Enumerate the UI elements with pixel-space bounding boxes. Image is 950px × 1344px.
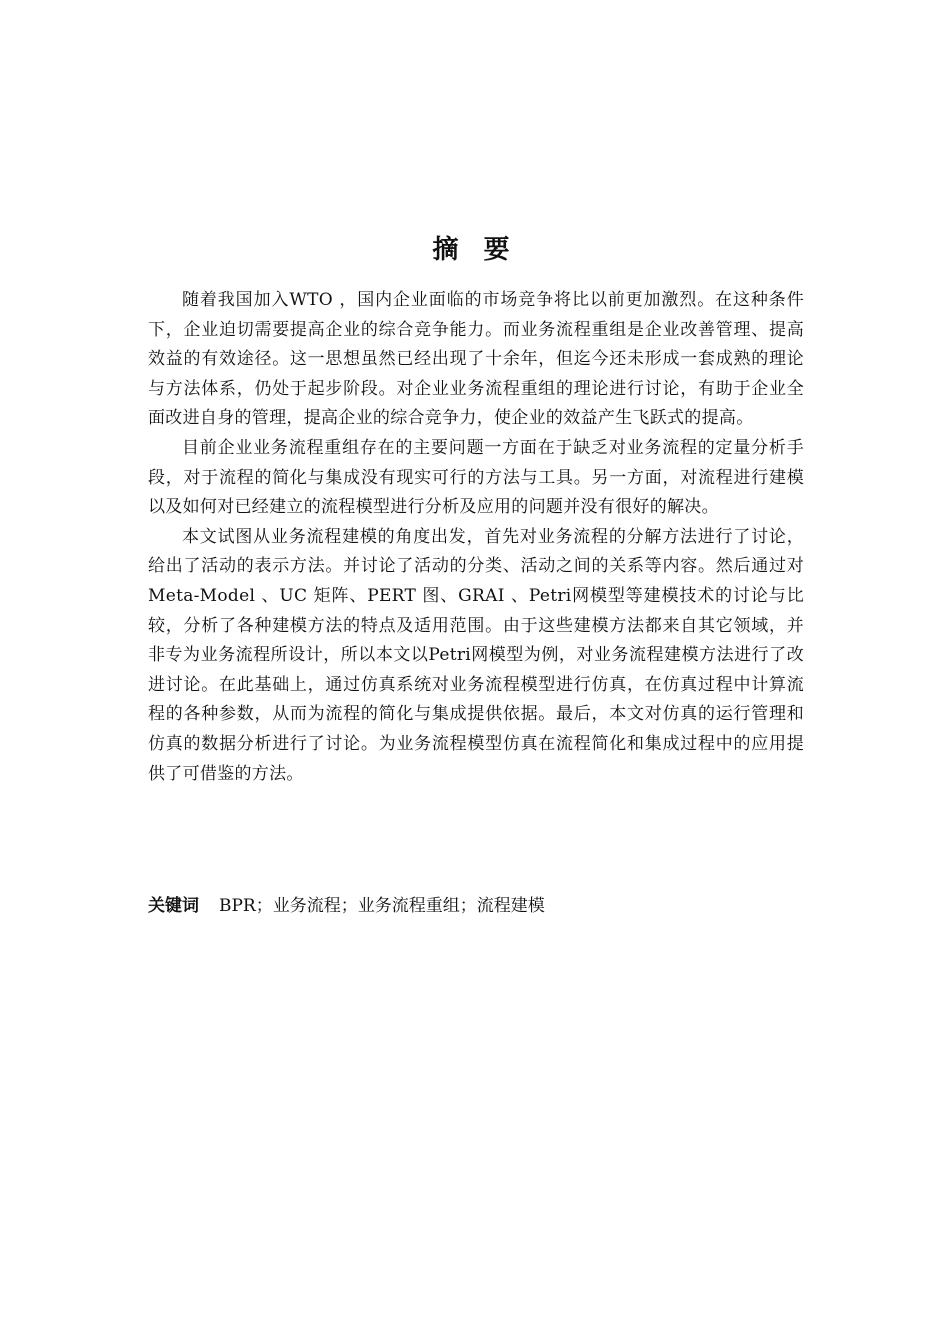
abstract-body: [148, 286, 804, 789]
abstract-paragraph-3: 本文试图从业务流程建模的角度出发，首先对业务流程的分解方法进行了讨论，给出了活动的表示方法。并讨论了活动的分类、活动之间的关系等内容。然后通过对Meta-Model 、UC 矩阵、PERT 图、GRAI 、Petri网模型等建模技术的讨论与比较，分析了各种建模方法的特点及适用范围。由于这些建模方法都来自其它领域，并非专为业务流程所设计，所以本文以Petri网模型为例，对业务流程建模方法进行了改进讨论。在此基础上，通过仿真系统对业务流程模型进行仿真，在仿真过程中计算流程的各种参数，从而为流程的简化与集成提供依据。最后，本文对仿真的运行管理和仿真的数据分析进行了讨论。为业务流程模型仿真在流程简化和集成过程中的应用提供了可借鉴的方法。: [148, 526, 804, 784]
keywords-label: 关键词: [148, 896, 199, 916]
keywords-line: [148, 892, 804, 920]
keywords-text: BPR；业务流程；业务流程重组；流程建模: [219, 896, 545, 916]
abstract-paragraph-2: 目前企业业务流程重组存在的主要问题一方面在于缺乏对业务流程的定量分析手段，对于流程的简化与集成没有现实可行的方法与工具。另一方面，对流程进行建模以及如何对已经建立的流程模型进行分析及应用的问题并没有很好的解决。: [148, 437, 804, 518]
abstract-paragraph-1: 随着我国加入WTO ，国内企业面临的市场竞争将比以前更加激烈。在这种条件下，企业迫切需要提高企业的综合竞争能力。而业务流程重组是企业改善管理、提高效益的有效途径。这一思想虽然已经出现了十余年，但迄今还未形成一套成熟的理论与方法体系，仍处于起步阶段。对企业业务流程重组的理论进行讨论，有助于企业全面改进自身的管理，提高企业的综合竞争力，使企业的效益产生飞跃式的提高。: [148, 290, 804, 429]
abstract-title: 摘 要: [432, 235, 518, 265]
